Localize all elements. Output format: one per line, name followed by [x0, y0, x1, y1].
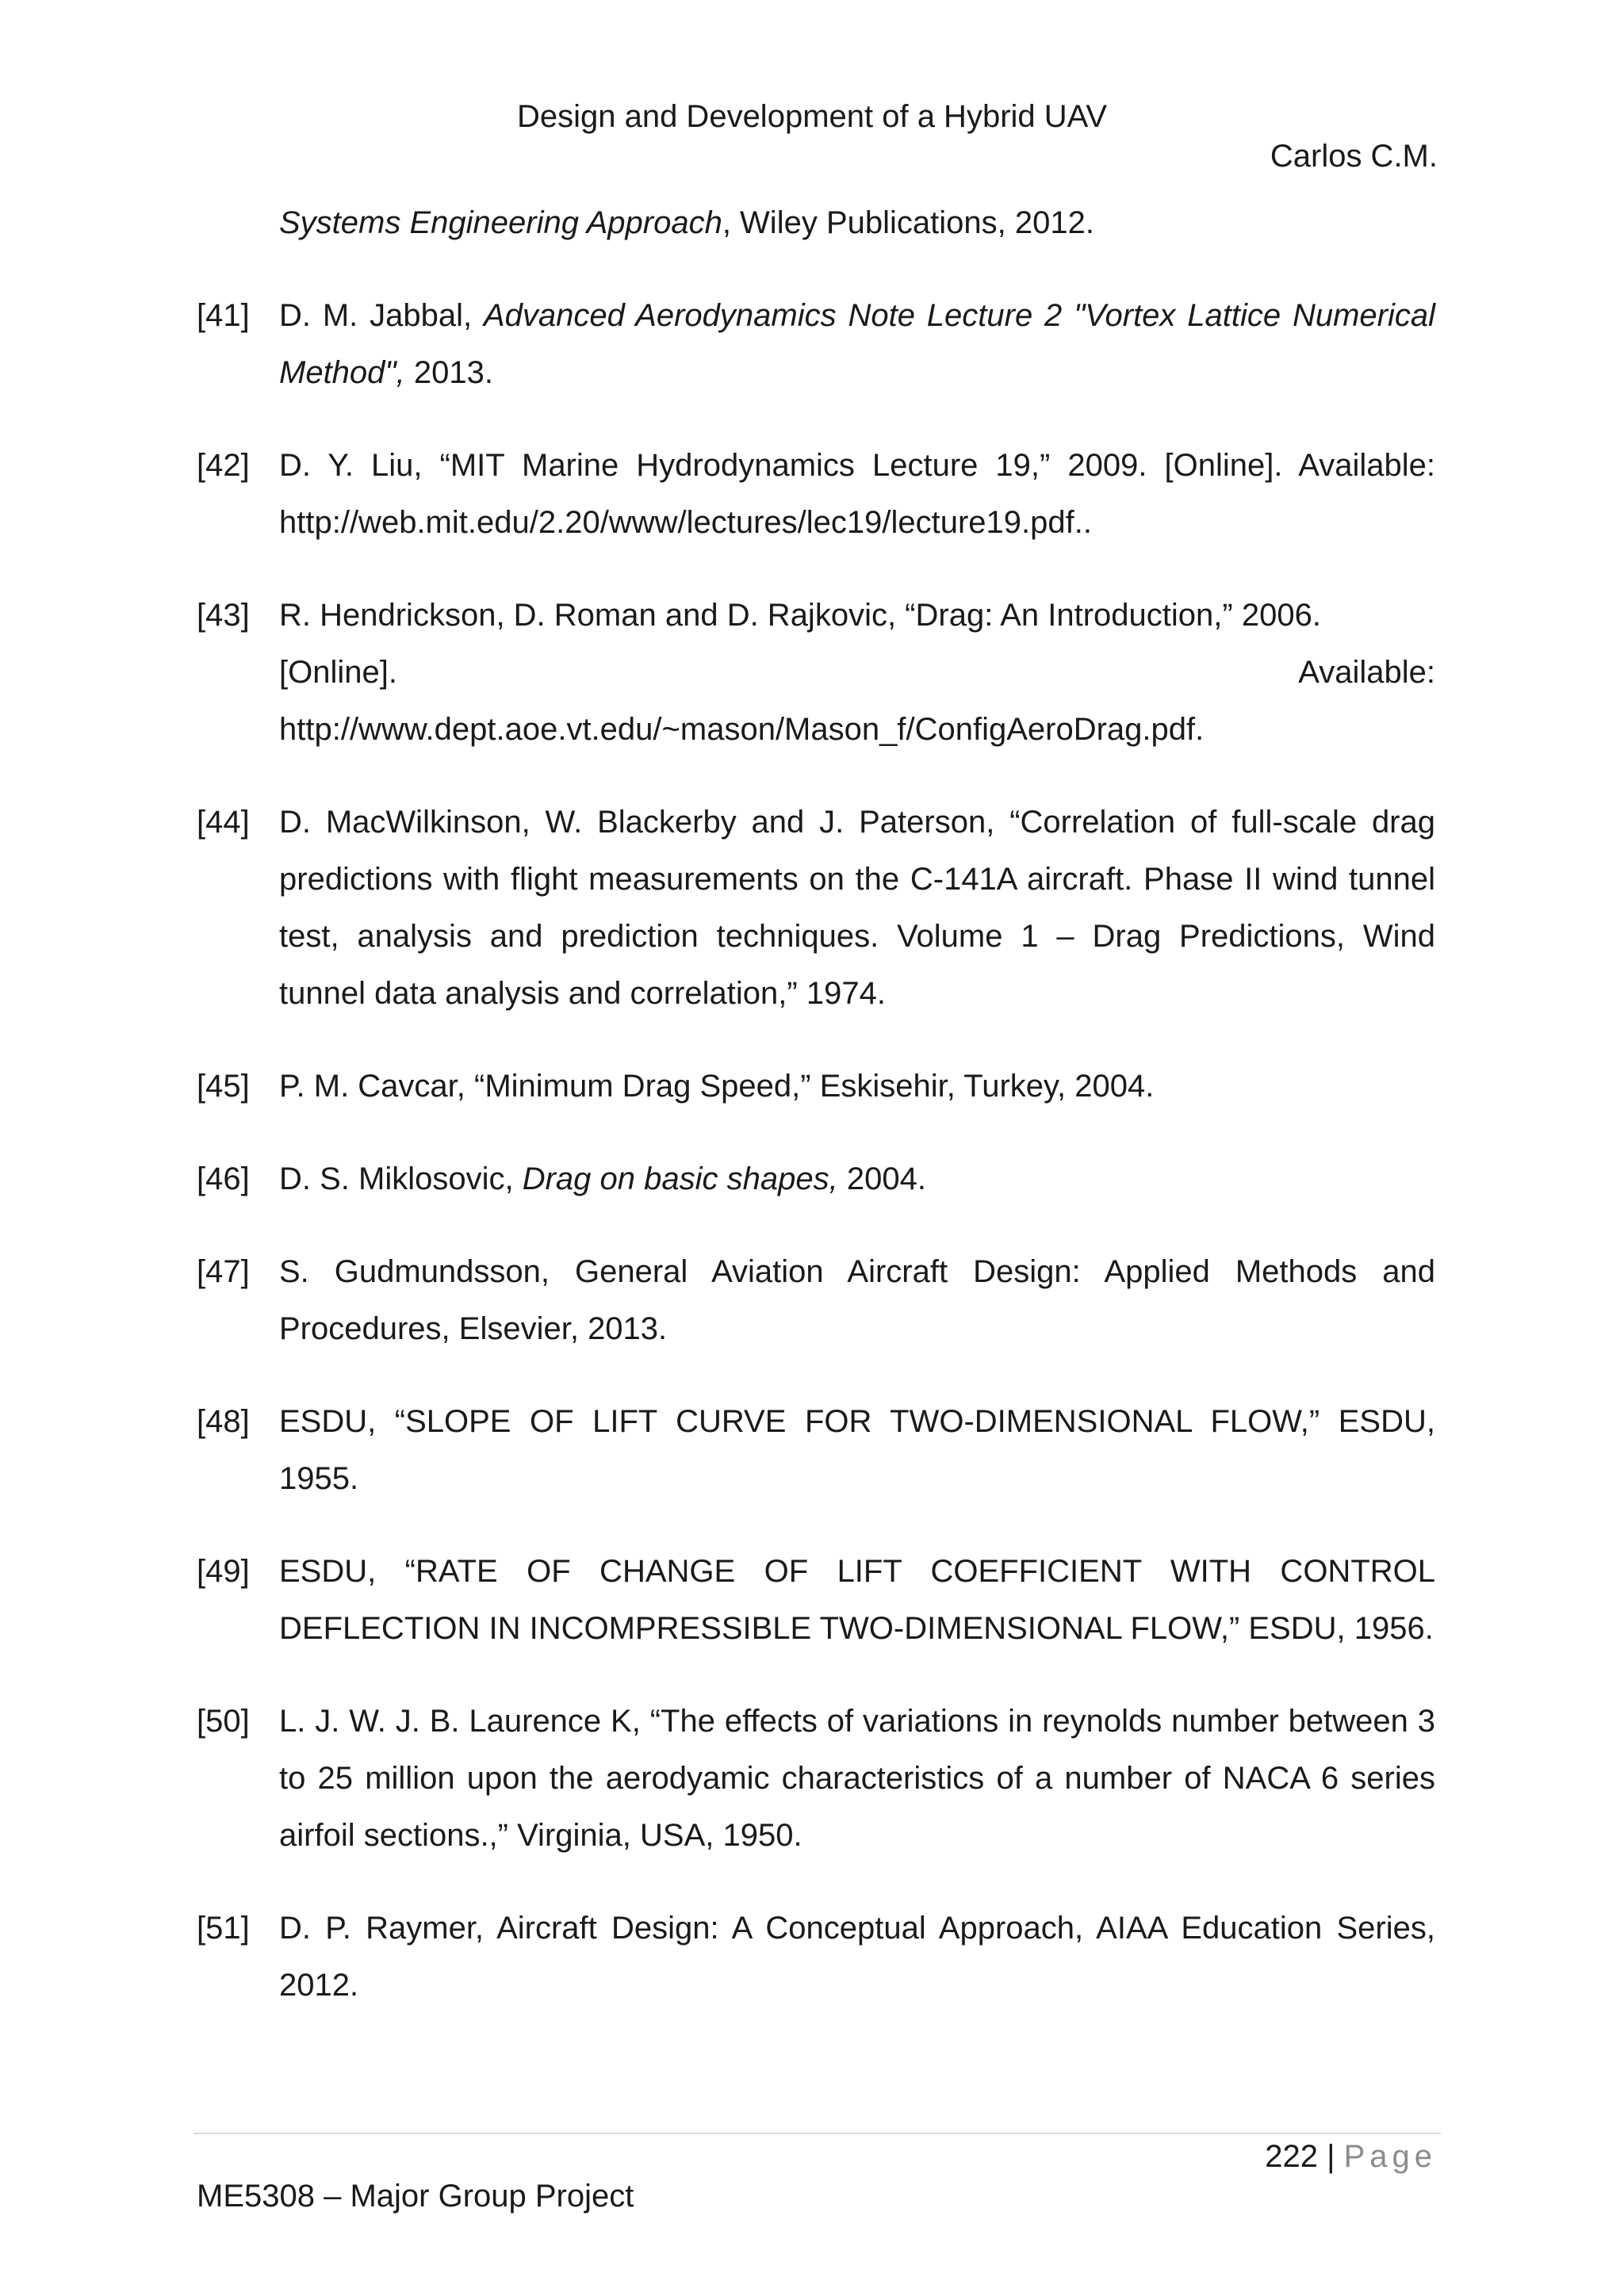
reference-italic-title: Drag on basic shapes,	[522, 1161, 838, 1196]
reference-number: [46]	[197, 1161, 250, 1196]
reference-42	[197, 437, 1435, 551]
reference-number: [48]	[197, 1404, 250, 1439]
page-number	[1265, 2135, 1437, 2178]
reference-line: [Online]. Available:	[279, 655, 1435, 690]
reference-number: [41]	[197, 298, 250, 333]
reference-list	[197, 194, 1435, 2049]
reference-45	[197, 1058, 1435, 1115]
reference-text: ESDU, “SLOPE OF LIFT CURVE FOR TWO-DIMENSIONAL FLOW,” ESDU, 1955.	[279, 1404, 1435, 1496]
reference-number: [49]	[197, 1554, 250, 1589]
reference-line: http://www.dept.aoe.vt.edu/~mason/Mason_f/ConfigAeroDrag.pdf.	[279, 712, 1205, 747]
reference-48	[197, 1393, 1435, 1507]
reference-text: D. MacWilkinson, W. Blackerby and J. Paterson, “Correlation of full-scale drag predictions with flight measurements on the C-141A aircraft. Phase II wind tunnel test, analysis and prediction techniques. Volume 1 – Drag Predictions, Wind tunnel data analysis and correlation,” 1974.	[279, 805, 1435, 1011]
reference-46	[197, 1150, 1435, 1207]
reference-49	[197, 1543, 1435, 1657]
reference-text: ESDU, “RATE OF CHANGE OF LIFT COEFFICIENT WITH CONTROL DEFLECTION IN INCOMPRESSIBLE TWO-DIMENSIONAL FLOW,” ESDU, 1956.	[279, 1554, 1435, 1646]
reference-text: D. P. Raymer, Aircraft Design: A Conceptual Approach, AIAA Education Series, 2012.	[279, 1911, 1435, 2003]
reference-44	[197, 794, 1435, 1022]
page-label: Page	[1343, 2139, 1437, 2174]
reference-text: D. M. Jabbal, Advanced Aerodynamics Note Lecture 2 "Vortex Lattice Numerical Method", 2013.	[279, 298, 1435, 390]
running-header-author: Carlos C.M.	[1270, 139, 1438, 174]
reference-41	[197, 287, 1435, 401]
reference-number: [47]	[197, 1254, 250, 1289]
reference-text: S. Gudmundsson, General Aviation Aircraft Design: Applied Methods and Procedures, Elsevier, 2013.	[279, 1254, 1435, 1346]
reference-number: [45]	[197, 1069, 250, 1104]
reference-47	[197, 1243, 1435, 1357]
reference-text: Systems Engineering Approach, Wiley Publications, 2012.	[279, 205, 1094, 240]
reference-43	[197, 587, 1435, 758]
reference-line: R. Hendrickson, D. Roman and D. Rajkovic, “Drag: An Introduction,” 2006.	[279, 598, 1321, 633]
reference-number: [50]	[197, 1704, 250, 1739]
reference-continuation	[197, 194, 1435, 251]
reference-text: D. Y. Liu, “MIT Marine Hydrodynamics Lecture 19,” 2009. [Online]. Available: http://web.mit.edu/2.20/www/lectures/lec19/lecture19.pdf..	[279, 448, 1435, 540]
page-number-value: 222	[1265, 2139, 1318, 2174]
reference-51	[197, 1900, 1435, 2014]
reference-number: [42]	[197, 448, 250, 483]
reference-50	[197, 1693, 1435, 1864]
footer-divider	[193, 2133, 1441, 2134]
reference-number: [51]	[197, 1911, 250, 1946]
footer-course-title: ME5308 – Major Group Project	[197, 2179, 634, 2214]
running-header-title: Design and Development of a Hybrid UAV	[516, 99, 1108, 134]
reference-italic-title: Systems Engineering Approach	[279, 205, 722, 240]
reference-text: P. M. Cavcar, “Minimum Drag Speed,” Eskisehir, Turkey, 2004.	[279, 1069, 1155, 1104]
reference-italic-title: Advanced Aerodynamics Note Lecture 2 "Vortex Lattice Numerical Method",	[279, 298, 1435, 390]
reference-text: D. S. Miklosovic, Drag on basic shapes, 2004.	[279, 1161, 926, 1196]
reference-number: [44]	[197, 805, 250, 840]
reference-text: L. J. W. J. B. Laurence K, “The effects of variations in reynolds number between 3 to 25 million upon the aerodyamic characteristics of a number of NACA 6 series airfoil sections.,” Virginia, USA, 1950.	[279, 1704, 1435, 1853]
page-number-separator: |	[1317, 2139, 1344, 2174]
reference-number: [43]	[197, 598, 250, 633]
